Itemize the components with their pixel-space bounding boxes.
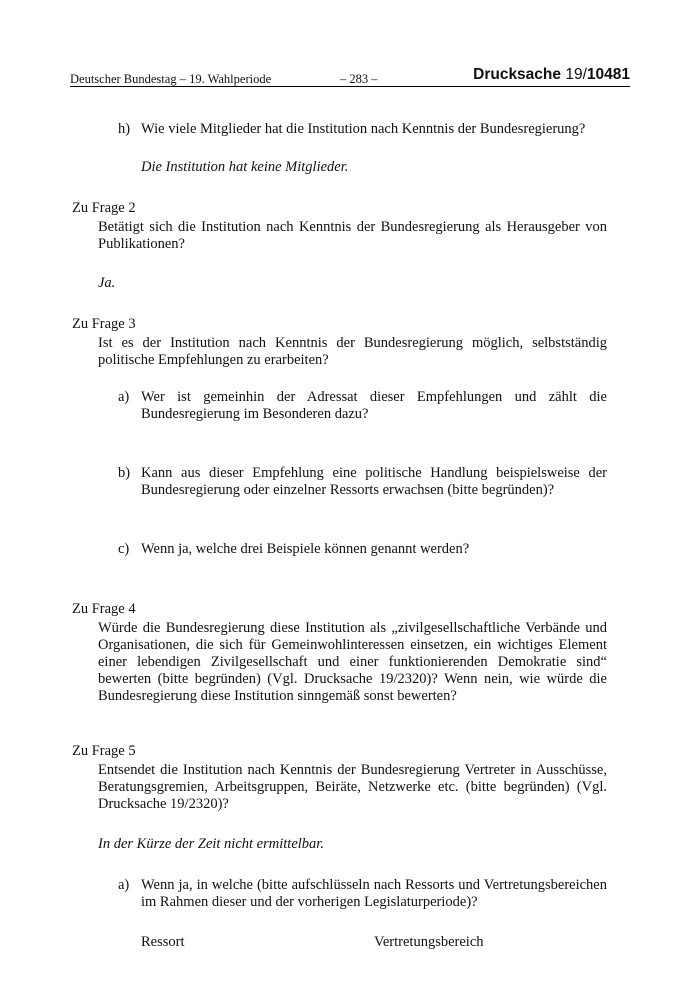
doc-num-regular: 19/ [565,66,587,83]
frage-3c-text: Wenn ja, welche drei Beispiele können genannt werden? [141,541,470,557]
table-header-ressort: Ressort [141,934,185,950]
frage-5-text: Entsendet die Institution nach Kenntnis der Bundesregierung Vertreter in Ausschüsse, Beratungsgremien, Arbeitsgruppen, Beiräte, Netzwerke etc. (bitte begründen) (Vgl. Drucksache 19/2320)? [98,762,607,812]
item-label-h: h) [118,121,131,137]
frage-3b-text: Kann aus dieser Empfehlung eine politische Handlung beispielsweise der Bundesregierung oder einzelner Ressorts erwachsen (bitte begründen)? [141,465,607,498]
frage-2-text: Betätigt sich die Institution nach Kenntnis der Bundesregierung als Herausgeber von Publikationen? [98,219,607,252]
frage-5-heading: Zu Frage 5 [72,743,136,759]
doc-label: Drucksache [473,66,566,83]
frage-2-answer: Ja. [98,275,116,291]
item-label-3a: a) [118,389,130,405]
question-h-text: Wie viele Mitglieder hat die Institution nach Kenntnis der Bundesregierung? [141,121,586,137]
document-number [473,66,630,84]
item-label-3c: c) [118,541,130,557]
frage-5a-text: Wenn ja, in welche (bitte aufschlüsseln nach Ressorts und Vertretungsbereichen im Rahmen dieser und der vorherigen Legislaturperiode)? [141,877,607,910]
page-number: – 283 – [340,72,378,86]
page-header [70,64,630,87]
frage-5-answer: In der Kürze der Zeit nicht ermittelbar. [98,836,324,852]
frage-2-heading: Zu Frage 2 [72,200,136,216]
doc-num-bold: 10481 [586,66,630,83]
frage-4-text: Würde die Bundesregierung diese Institution als „zivilgesellschaftliche Verbände und Organisationen, die sich für Gemeinwohlinteressen einsetzen, ein wichtiges Element einer lebendigen Zivilgesellschaft und einer funktionierenden Demokratie sind“ bewerten (bitte begründen) (Vgl. Drucksache 19/2320)? Wenn nein, wie würde die Bundesregierung diese Institution sinngemäß sonst bewerten? [98,620,607,704]
item-label-5a: a) [118,877,130,893]
header-title: Deutscher Bundestag – 19. Wahlperiode [70,72,272,86]
table-header-vertretungsbereich: Vertretungsbereich [374,934,484,950]
item-label-3b: b) [118,465,131,481]
frage-3-heading: Zu Frage 3 [72,316,136,332]
answer-h: Die Institution hat keine Mitglieder. [141,159,349,175]
frage-3-text: Ist es der Institution nach Kenntnis der Bundesregierung möglich, selbstständig politische Empfehlungen zu erarbeiten? [98,335,607,368]
frage-3a-text: Wer ist gemeinhin der Adressat dieser Empfehlungen und zählt die Bundesregierung im Besonderen dazu? [141,389,607,422]
frage-4-heading: Zu Frage 4 [72,601,136,617]
